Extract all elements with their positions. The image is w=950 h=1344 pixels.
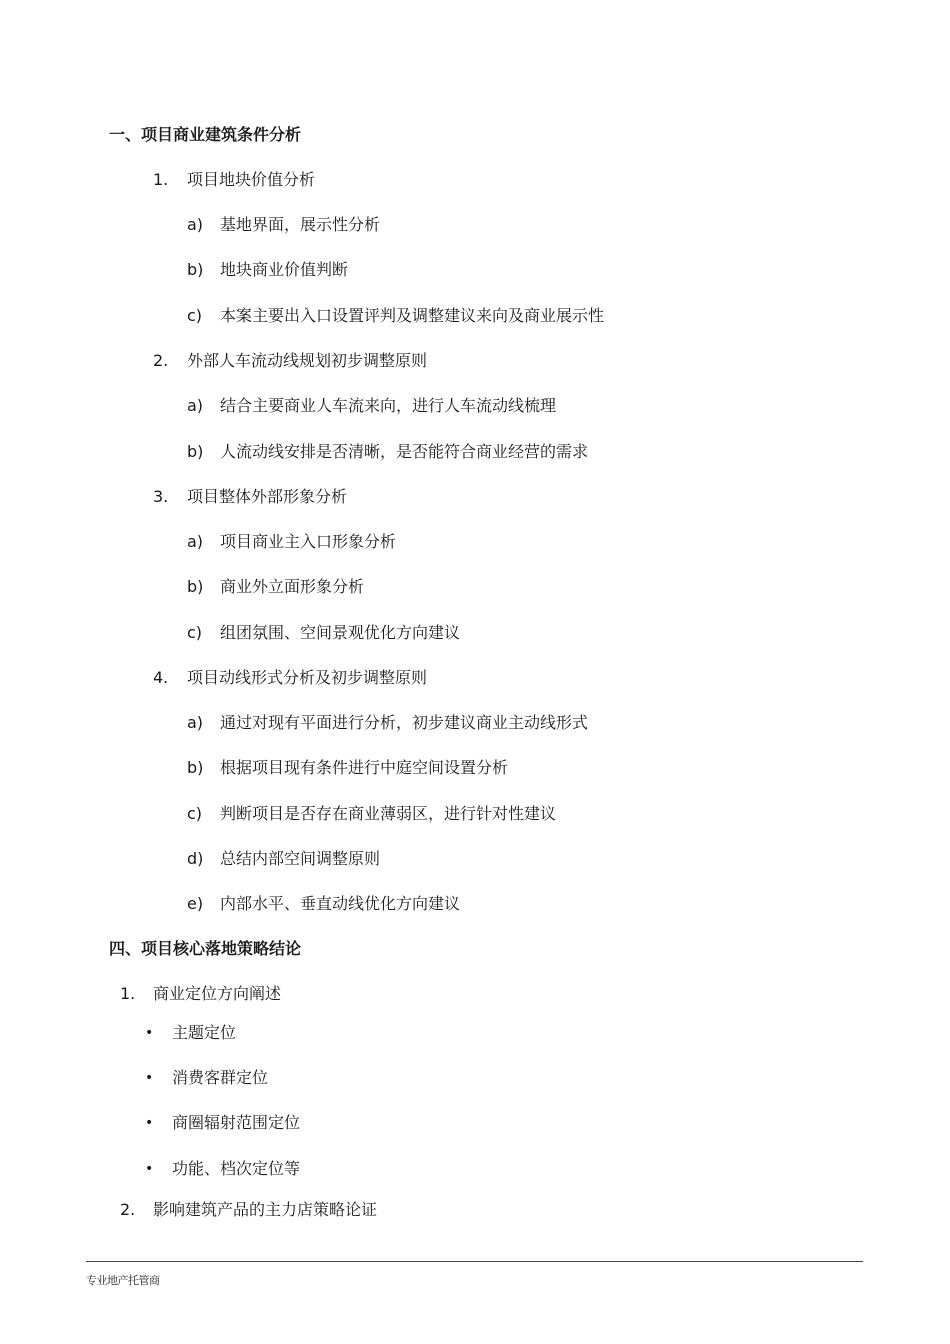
sub-item-marker: a) [187,532,204,551]
footer-divider [86,1261,863,1262]
section-heading: 一、项目商业建筑条件分析 [109,125,302,144]
sub-item-text: 根据项目现有条件进行中庭空间设置分析 [220,758,509,777]
bullet-item-text: 商圈辐射范围定位 [172,1113,301,1132]
sub-item-marker: e) [187,894,204,913]
list-item-label: 项目动线形式分析及初步调整原则 [187,668,428,687]
bullet-dot: • [145,1070,154,1086]
sub-item-text: 人流动线安排是否清晰，是否能符合商业经营的需求 [220,442,589,461]
sub-item-text: 通过对现有平面进行分析，初步建议商业主动线形式 [220,713,589,732]
bullet-dot: • [145,1115,154,1131]
list-item-label: 影响建筑产品的主力店策略论证 [153,1200,378,1219]
sub-item-marker: a) [187,396,204,415]
sub-item-text: 基地界面，展示性分析 [220,215,381,234]
bullet-dot: • [145,1161,154,1177]
sub-item-text: 商业外立面形象分析 [220,577,365,596]
sub-item-text: 组团氛围、空间景观优化方向建议 [220,623,461,642]
sub-item-text: 项目商业主入口形象分析 [220,532,397,551]
sub-item-marker: c) [187,306,203,325]
sub-item-marker: c) [187,804,203,823]
sub-item-marker: c) [187,623,203,642]
bullet-item-text: 主题定位 [172,1023,237,1042]
section-heading: 四、项目核心落地策略结论 [109,939,302,958]
sub-item-marker: d) [187,849,204,868]
sub-item-text: 内部水平、垂直动线优化方向建议 [220,894,461,913]
list-item-label: 项目地块价值分析 [187,170,316,189]
list-number: 3. [153,487,169,506]
list-number: 1. [153,170,169,189]
sub-item-marker: b) [187,758,204,777]
list-number: 2. [120,1200,136,1219]
sub-item-marker: b) [187,577,204,596]
sub-item-text: 结合主要商业人车流来向，进行人车流动线梳理 [220,396,557,415]
sub-item-text: 总结内部空间调整原则 [220,849,381,868]
sub-item-text: 本案主要出入口设置评判及调整建议来向及商业展示性 [220,306,605,325]
sub-item-text: 地块商业价值判断 [220,260,349,279]
footer-text: 专业地产托管商 [86,1274,160,1287]
sub-item-marker: a) [187,215,204,234]
list-item-label: 商业定位方向阐述 [153,984,282,1003]
sub-item-marker: b) [187,260,204,279]
list-number: 2. [153,351,169,370]
bullet-item-text: 消费客群定位 [172,1068,269,1087]
sub-item-marker: a) [187,713,204,732]
bullet-dot: • [145,1025,154,1041]
list-number: 1. [120,984,136,1003]
sub-item-marker: b) [187,442,204,461]
bullet-item-text: 功能、档次定位等 [172,1159,301,1178]
list-item-label: 项目整体外部形象分析 [187,487,348,506]
list-number: 4. [153,668,169,687]
list-item-label: 外部人车流动线规划初步调整原则 [187,351,428,370]
sub-item-text: 判断项目是否存在商业薄弱区，进行针对性建议 [220,804,557,823]
